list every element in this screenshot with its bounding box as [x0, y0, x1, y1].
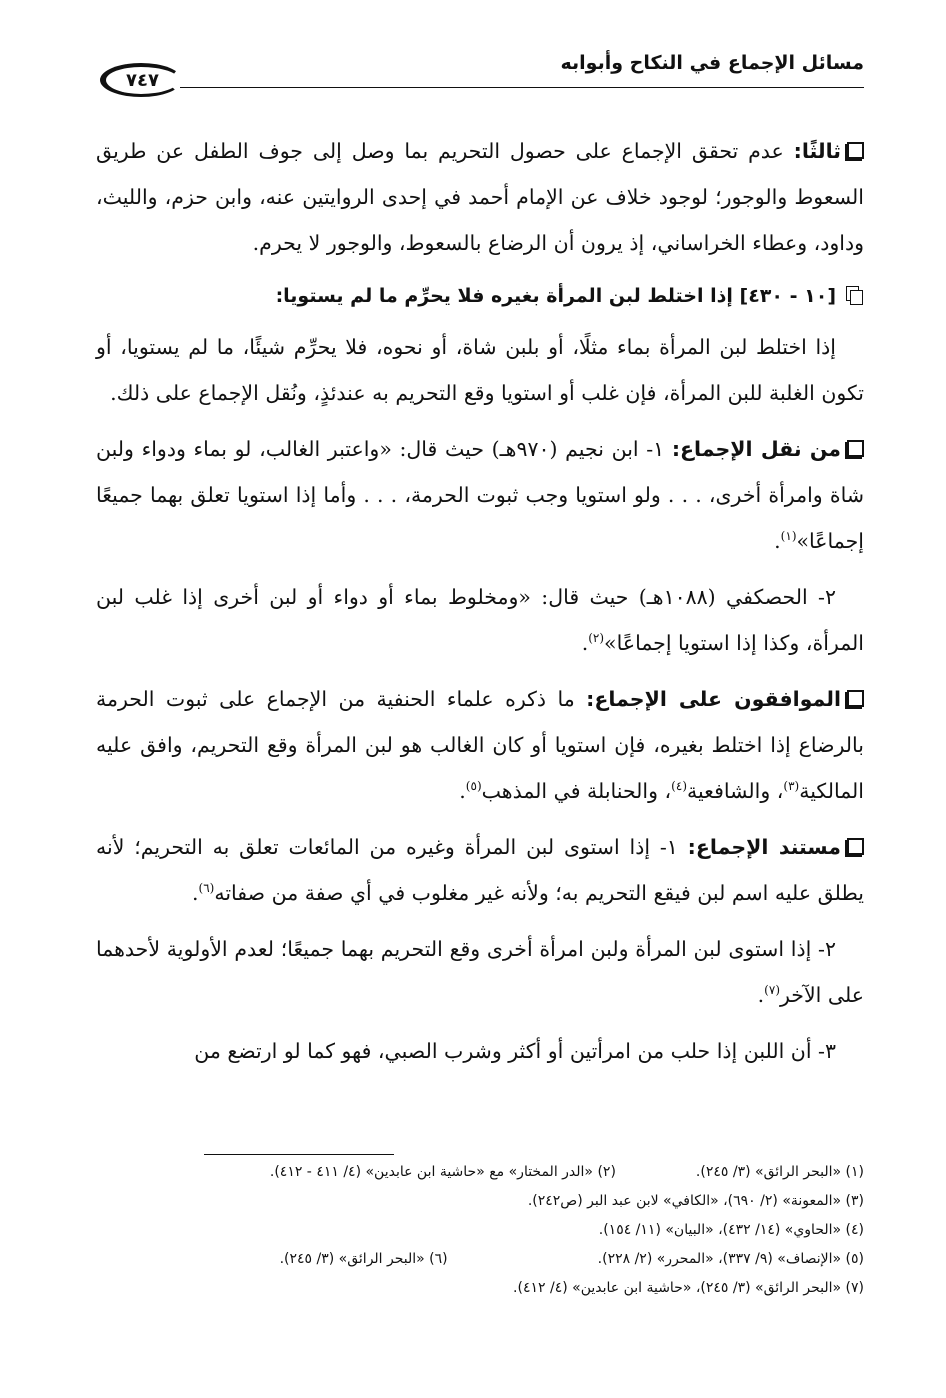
- paragraph-basis: [96, 824, 864, 916]
- paragraph-lead: مستند الإجماع:: [687, 835, 841, 859]
- paragraph-end: .: [774, 529, 781, 553]
- footnote-2: (٢) «الدر المختار» مع «حاشية ابن عابدين» (٤/ ٤١١ - ٤١٢).: [269, 1164, 616, 1180]
- square-bullet-icon: [847, 440, 864, 457]
- footnote-line: [90, 1187, 864, 1216]
- header-rule: [180, 87, 864, 88]
- page-number: ٧٤٧: [100, 63, 182, 97]
- paragraph-end: .: [581, 631, 589, 655]
- footnote-ref: (٧): [764, 983, 780, 998]
- paragraph-basis-two: [96, 926, 864, 1018]
- page-body: [96, 128, 864, 1084]
- paragraph-text: ، والحنابلة في المذهب: [481, 779, 672, 803]
- footnote-ref: (٢): [588, 631, 605, 646]
- footnote-line: [90, 1216, 864, 1245]
- footnote-ref: (٤): [671, 779, 687, 794]
- paragraph-text: ما ذكره علماء الحنفية من الإجماع على ثبوت الحرمة بالرضاع إذا اختلط بغيره، فإن استويا أو كان الغالب هو لبن المرأة وقع التحريم، وافق عليه المالكية: [96, 687, 864, 803]
- footnote-separator: [204, 1154, 394, 1155]
- footnote-line: [90, 1158, 864, 1187]
- square-bullet-icon: [847, 690, 864, 707]
- footnotes: [90, 1158, 864, 1303]
- footnote-ref: (٥): [465, 779, 482, 794]
- copy-icon: [846, 286, 864, 304]
- square-bullet-icon: [847, 838, 864, 855]
- footnote-ref: (١): [780, 529, 797, 544]
- footnote-line: [90, 1274, 864, 1303]
- paragraph-text: ١- ابن نجيم (٩٧٠هـ) حيث قال: «واعتبر الغالب، لو بماء ودواء ولبن شاة وامرأة أخرى، . . . ولو استويا وجب ثبوت الحرمة، . . . وأما إذا استويا تعلق بهما جميعًا إجماعًا»: [96, 437, 864, 553]
- footnote-7: (٧) «البحر الرائق» (٣/ ٢٤٥)، «حاشية ابن عابدين» (٤/ ٤١٢).: [513, 1280, 864, 1296]
- paragraph-end: .: [459, 779, 466, 803]
- footnote-line: [90, 1245, 864, 1274]
- section-heading: [96, 276, 864, 316]
- paragraph-lead: من نقل الإجماع:: [671, 437, 841, 461]
- footnote-5: (٥) «الإنصاف» (٩/ ٣٣٧)، «المحرر» (٢/ ٢٢٨).: [597, 1251, 864, 1267]
- footnote-ref: (٣): [783, 779, 800, 794]
- footnote-4: (٤) «الحاوي» (١٤/ ٤٣٢)، «البيان» (١١/ ١٥٤).: [598, 1222, 864, 1238]
- paragraph-thirdly: [96, 128, 864, 266]
- paragraph-lead: الموافقون على الإجماع:: [586, 687, 841, 711]
- page-header: [100, 50, 864, 102]
- footnote-3: (٣) «المعونة» (٢/ ٦٩٠)، «الكافي» لابن عبد البر (ص٢٤٢).: [527, 1193, 864, 1209]
- section-heading-text: [١٠ - ٤٣٠] إذا اختلط لبن المرأة بغيره فلا يحرِّم ما لم يستويا:: [275, 285, 836, 307]
- paragraph-haskafi: [96, 574, 864, 666]
- square-bullet-icon: [847, 142, 864, 159]
- footnote-6: (٦) «البحر الرائق» (٣/ ٢٤٥).: [279, 1251, 448, 1267]
- paragraph-intro: إذا اختلط لبن المرأة بماء مثلًا، أو بلبن شاة، أو نحوه، فلا يحرِّم شيئًا، ما لم يستويا، أو تكون الغلبة للبن المرأة، فإن غلب أو استويا وقع التحريم به عندئذٍ، ونُقل الإجماع على ذلك.: [96, 335, 864, 405]
- running-title: مسائل الإجماع في النكاح وأبوابه: [560, 52, 864, 74]
- paragraph-text: ٢- الحصكفي (١٠٨٨هـ) حيث قال: «ومخلوط بماء أو دواء أو لبن أخرى إذا غلب لبن المرأة، وكذا إذا استويا إجماعًا»: [96, 585, 864, 655]
- footnote-1: (١) «البحر الرائق» (٣/ ٢٤٥).: [695, 1164, 864, 1180]
- paragraph-text: ١- إذا استوى لبن المرأة وغيره من المائعات تعلق به التحريم؛ لأنه يطلق عليه اسم لبن فيقع التحريم به؛ ولأنه غير مغلوب في أي صفة من صفاته: [96, 835, 864, 905]
- paragraph-transmitters: [96, 426, 864, 564]
- paragraph-agreeing: [96, 676, 864, 814]
- paragraph-text: عدم تحقق الإجماع على حصول التحريم بما وصل إلى جوف الطفل عن طريق السعوط والوجور؛ لوجود خلاف عن الإمام أحمد في إحدى الروايتين عنه، وابن حزم، والليث، وداود، وعطاء الخراساني، إذ يرون أن الرضاع بالسعوط، والوجور لا يحرم.: [96, 139, 864, 255]
- paragraph-end: .: [192, 881, 199, 905]
- paragraph-end: .: [757, 983, 765, 1007]
- paragraph-text: ، والشافعية: [687, 779, 784, 803]
- paragraph-lead: ثالثًا:: [793, 139, 841, 163]
- paragraph-basis-three: ٣- أن اللبن إذا حلب من امرأتين أو أكثر وشرب الصبي، فهو كما لو ارتضع من: [194, 1039, 836, 1063]
- footnote-ref: (٦): [198, 881, 215, 896]
- paragraph-text: ٢- إذا استوى لبن المرأة ولبن امرأة أخرى وقع التحريم بهما جميعًا؛ لعدم الأولوية لأحدهما على الآخر: [96, 937, 864, 1007]
